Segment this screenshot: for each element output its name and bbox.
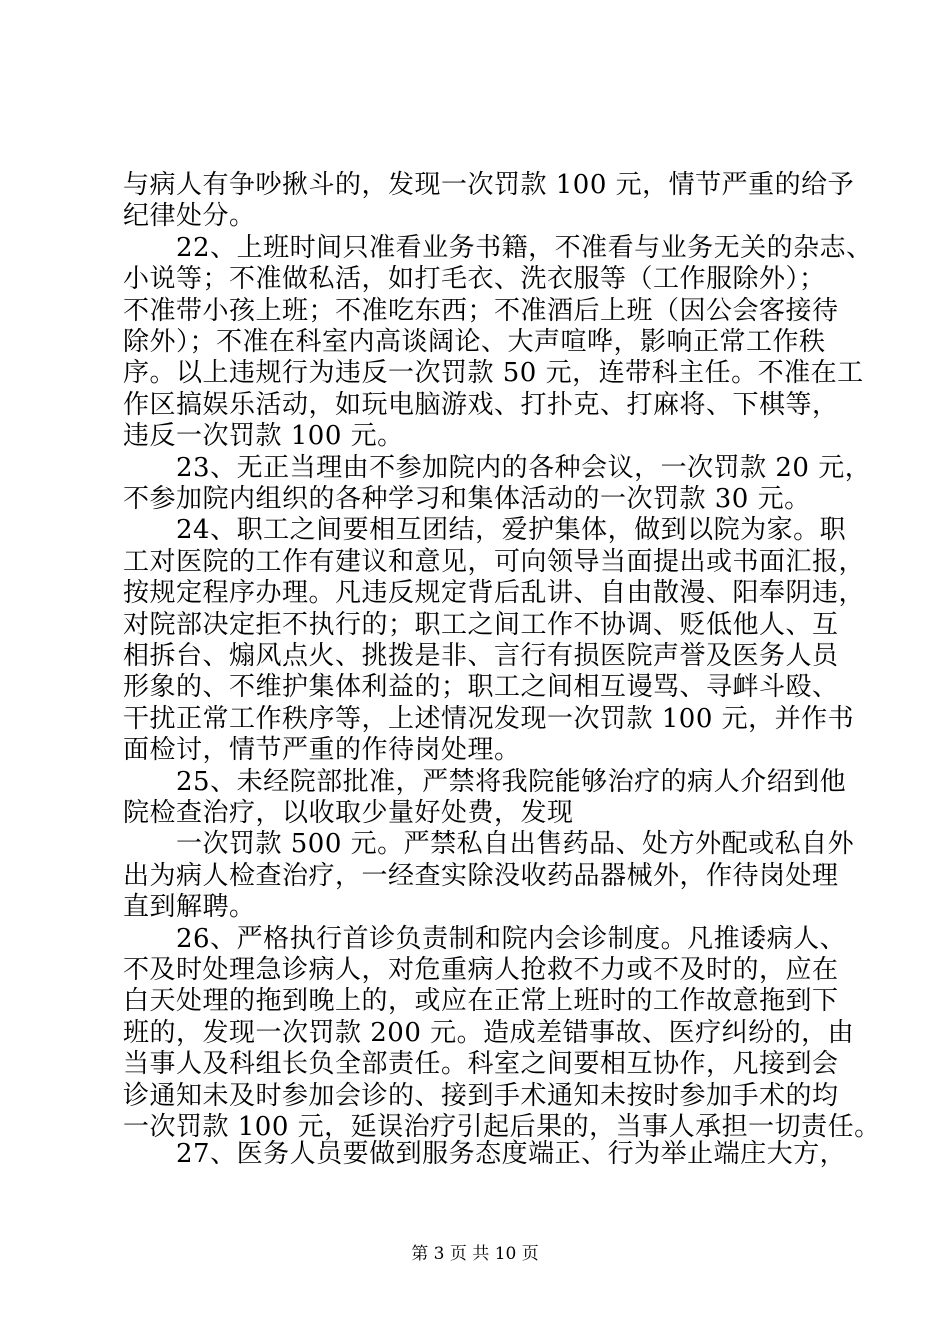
text-line: 纪律处分。 bbox=[123, 201, 256, 231]
text-line: 一次罚款 500 元。严禁私自出售药品、处方外配或私自外 bbox=[176, 829, 855, 859]
text-line: 形象的、不维护集体利益的；职工之间相互谩骂、寻衅斗殴、 bbox=[123, 672, 839, 702]
text-line: 相拆台、煽风点火、挑拨是非、言行有损医院声誉及医务人员 bbox=[123, 641, 839, 671]
text-line: 不及时处理急诊病人，对危重病人抢救不力或不及时的，应在 bbox=[123, 955, 839, 985]
text-line: 按规定程序办理。凡违反规定背后乱讲、自由散漫、阳奉阴违， bbox=[123, 578, 866, 608]
text-line: 诊通知未及时参加会诊的、接到手术通知未按时参加手术的均 bbox=[123, 1081, 839, 1111]
text-line: 面检讨，情节严重的作待岗处理。 bbox=[123, 735, 521, 765]
text-line: 作区搞娱乐活动，如玩电脑游戏、打扑克、打麻将、下棋等， bbox=[123, 390, 839, 420]
text-line: 当事人及科组长负全部责任。科室之间要相互协作，凡接到会 bbox=[123, 1049, 839, 1079]
text-line: 22、上班时间只准看业务书籍，不准看与业务无关的杂志、 bbox=[176, 233, 873, 263]
text-line: 25、未经院部批准，严禁将我院能够治疗的病人介绍到他 bbox=[176, 767, 847, 797]
text-line: 一次罚款 100 元，延误治疗引起后果的，当事人承担一切责任。 bbox=[123, 1112, 881, 1142]
text-line: 27、医务人员要做到服务态度端正、行为举止端庄大方， bbox=[176, 1139, 847, 1169]
text-line: 班的，发现一次罚款 200 元。造成差错事故、医疗纠纷的，由 bbox=[123, 1018, 855, 1048]
text-line: 与病人有争吵揪斗的，发现一次罚款 100 元，情节严重的给予 bbox=[123, 170, 855, 200]
text-line: 序。以上违规行为违反一次罚款 50 元，连带科主任。不准在工 bbox=[123, 358, 864, 388]
text-line: 小说等；不准做私活，如打毛衣、洗衣服等（工作服除外）； bbox=[123, 264, 826, 294]
text-line: 工对医院的工作有建议和意见，可向领导当面提出或书面汇报， bbox=[123, 547, 866, 577]
text-line: 院检查治疗，以收取少量好处费，发现 bbox=[123, 798, 574, 828]
text-line: 对院部决定拒不执行的；职工之间工作不协调、贬低他人、互 bbox=[123, 610, 839, 640]
text-line: 干扰正常工作秩序等，上述情况发现一次罚款 100 元，并作书 bbox=[123, 704, 855, 734]
text-line: 除外）；不准在科室内高谈阔论、大声喧哗，影响正常工作秩 bbox=[123, 327, 826, 357]
text-line: 出为病人检查治疗，一经查实除没收药品器械外，作待岗处理 bbox=[123, 861, 839, 891]
text-line: 24、职工之间要相互团结，爱护集体，做到以院为家。职 bbox=[176, 515, 847, 545]
text-line: 违反一次罚款 100 元。 bbox=[123, 421, 404, 451]
text-line: 白天处理的拖到晚上的，或应在正常上班时的工作故意拖到下 bbox=[123, 986, 839, 1016]
text-line: 23、无正当理由不参加院内的各种会议，一次罚款 20 元， bbox=[176, 453, 872, 483]
text-line: 26、严格执行首诊负责制和院内会诊制度。凡推诿病人、 bbox=[176, 924, 847, 954]
page-number-footer: 第 3 页 共 10 页 bbox=[411, 1244, 539, 1264]
text-line: 直到解聘。 bbox=[123, 892, 256, 922]
text-line: 不准带小孩上班；不准吃东西；不准酒后上班（因公会客接待 bbox=[123, 296, 839, 326]
text-line: 不参加院内组织的各种学习和集体活动的一次罚款 30 元。 bbox=[123, 484, 811, 514]
